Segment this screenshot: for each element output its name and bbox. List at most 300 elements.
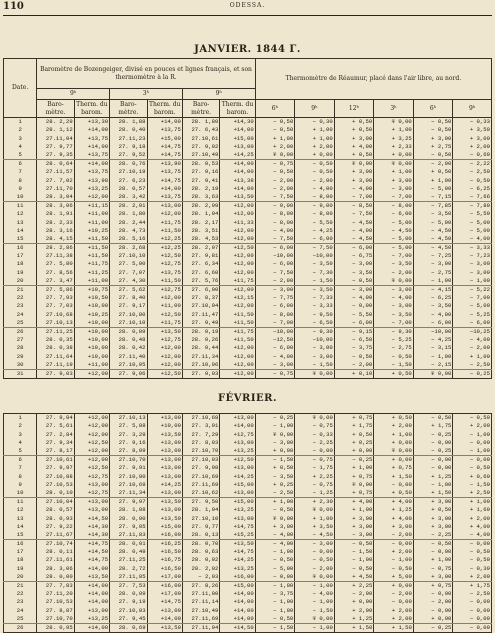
value-cell: − 2,25 [295,439,335,447]
value-cell: +12,00 [220,360,255,369]
value-cell: + 1,25 [413,472,453,480]
table-row [4,344,492,352]
value-cell: 27.10,88 [37,472,74,480]
table-row [4,581,492,590]
table-row [4,193,492,202]
value-cell: +14,00 [220,185,255,193]
value-cell: 27. 7,53 [110,581,147,590]
value-cell: 28. 0,09 [110,590,147,598]
header-thermo-hour: 9ʰ [295,100,335,118]
value-cell: +13,00 [147,414,182,423]
value-cell: − 4,50 [334,218,374,226]
value-cell: +12,00 [220,226,255,234]
value-cell: +12,00 [220,302,255,310]
date-cell: 18 [4,260,37,268]
value-cell: − 7,50 [334,210,374,218]
value-cell: + 1,00 [374,168,414,176]
value-cell: +13,25 [74,185,109,193]
value-cell: +12,75 [74,489,109,498]
value-cell: − 7,15 [413,193,453,202]
value-cell: 27.10,95 [110,360,147,369]
date-cell: 20 [4,573,37,582]
value-cell: +10,00 [74,327,109,336]
value-cell: 28. 2,97 [182,243,219,252]
table-row [4,243,492,252]
date-cell: 10 [4,193,37,202]
value-cell: +13,25 [220,564,255,572]
value-cell: +15,00 [147,522,182,530]
value-cell: +13,50 [220,193,255,202]
date-cell: 21 [4,581,37,590]
value-cell: +11,50 [74,243,109,252]
observations-table-february [3,413,492,633]
value-cell: + 1,00 [334,506,374,514]
value-cell: 27. 7,07 [110,268,147,276]
value-cell: +11,50 [74,235,109,244]
value-cell: 27. 9,34 [37,439,74,447]
value-cell: − 0,00 [413,548,453,556]
date-cell: 18 [4,556,37,564]
value-cell: 27. 2,84 [37,430,74,438]
value-cell: − 4,50 [413,235,453,244]
value-cell: +11,00 [74,360,109,369]
value-cell: 28. 0,42 [110,344,147,352]
value-cell: +11,50 [220,336,255,344]
value-cell: + 0,50 [334,118,374,127]
value-cell: +14,00 [220,590,255,598]
value-cell: 27.10,04 [37,497,74,506]
value-cell: + 3,25 [374,134,414,142]
value-cell: 28. 1,94 [182,210,219,218]
value-cell: +13,50 [147,514,182,522]
header-thermo-hour: 9ʰ [453,100,492,118]
value-cell: − 6,00 [413,319,453,328]
value-cell: − 3,00 [453,260,492,268]
table-row [4,514,492,522]
value-cell: + 1,50 [374,472,414,480]
value-cell: +15,25 [220,531,255,540]
value-cell: +10,50 [74,294,109,302]
value-cell: − 7,00 [374,319,414,328]
value-cell: − 7,85 [413,201,453,210]
value-cell: − 4,00 [453,531,492,540]
value-cell: − 2,00 [374,531,414,540]
value-cell: +14,00 [74,581,109,590]
value-cell: +12,50 [220,455,255,464]
value-cell: − 0,50 [413,151,453,160]
value-cell: +12,00 [74,455,109,464]
value-cell: + 0,00 [374,455,414,464]
value-cell: − 4,50 [413,243,453,252]
value-cell: − 9,30 [374,327,414,336]
value-cell: − 0,00 [295,548,335,556]
value-cell: 28. 0,35 [37,336,74,344]
value-cell: +14,30 [220,118,255,127]
value-cell: +12,50 [74,439,109,447]
value-cell: − 2,00 [413,159,453,168]
value-cell: − 2,00 [374,268,414,276]
value-cell: 28. 3,63 [182,193,219,202]
value-cell: +14,00 [74,623,109,632]
value-cell: − 2,75 [374,344,414,352]
value-cell: + 0,50 [334,151,374,160]
value-cell: +16,25 [147,539,182,548]
value-cell: 28. 1,91 [37,210,74,218]
value-cell: − 3,00 [334,531,374,540]
value-cell: +12,00 [220,201,255,210]
value-cell: − 1,50 [334,548,374,556]
value-cell: − 1,00 [374,556,414,564]
value-cell: + 3,00 [413,497,453,506]
value-cell: +14,75 [147,598,182,606]
value-cell: − 4,00 [413,310,453,318]
value-cell: − 0,50 [413,126,453,134]
value-cell: 27. 9,17 [110,302,147,310]
value-cell: + 2,00 [255,143,295,151]
value-cell: − 0,00 [453,623,492,632]
value-cell: +12,00 [220,352,255,360]
value-cell: ∓ 0,00 [374,159,414,168]
value-cell: − 0,33 [295,430,335,438]
value-cell: + 1,00 [453,352,492,360]
value-cell: − 2,03 [182,573,219,582]
value-cell: +12,00 [147,360,182,369]
value-cell: − 2,22 [453,159,492,168]
value-cell: +12,50 [147,310,182,318]
value-cell: − 0,50 [255,168,295,176]
value-cell: +14,00 [74,159,109,168]
value-cell: − 7,50 [255,193,295,202]
value-cell: +11,75 [220,327,255,336]
value-cell: + 3,00 [334,134,374,142]
value-cell: − 3,50 [413,302,453,310]
value-cell: ∓ 0,00 [374,118,414,127]
value-cell: − 1,00 [453,430,492,438]
value-cell: 28. 2,86 [37,243,74,252]
table-row [4,336,492,344]
header-thermo-hour: 12ʰ [334,100,374,118]
value-cell: − 3,50 [413,210,453,218]
value-cell: 27. 8,09 [110,447,147,456]
table-row [4,539,492,548]
value-cell: +13,50 [74,573,109,582]
value-cell: 27.11,61 [37,556,74,564]
value-cell: − 8,00 [255,310,295,318]
date-cell: 5 [4,151,37,160]
value-cell: 27. 9,06 [110,369,147,378]
value-cell: − 7,25 [413,252,453,260]
date-cell: 8 [4,176,37,184]
header-barometre: Baro- mètre. [182,100,219,118]
value-cell: − 4,50 [334,235,374,244]
value-cell: 28. 0,48 [110,336,147,344]
value-cell: − 9,00 [295,201,335,210]
value-cell: − 0,50 [413,539,453,548]
value-cell: − 9,50 [295,310,335,318]
value-cell: + 1,00 [255,134,295,142]
date-cell: 19 [4,564,37,572]
value-cell: +12,00 [74,422,109,430]
date-cell: 10 [4,489,37,498]
value-cell: + 3,00 [413,573,453,582]
value-cell: − 4,00 [453,235,492,244]
date-cell: 26 [4,623,37,632]
value-cell: − 2,50 [453,360,492,369]
value-cell: − 0,50 [453,176,492,184]
value-cell: +13,75 [147,193,182,202]
value-cell: +11,75 [147,319,182,328]
value-cell: 27. 9,84 [37,414,74,423]
value-cell: 27.10,80 [110,472,147,480]
value-cell: +13,30 [74,118,109,127]
value-cell: − 5,50 [453,210,492,218]
value-cell: − 4,00 [334,226,374,234]
value-cell: 27.11,19 [37,360,74,369]
table-row [4,481,492,489]
value-cell: 28. 5,16 [110,235,147,244]
header-barometre: Baro- mètre. [110,100,147,118]
table-row [4,176,492,184]
value-cell: +14,00 [147,185,182,193]
value-cell: − 1,00 [295,598,335,606]
table-row [4,430,492,438]
value-cell: + 2,50 [453,489,492,498]
value-cell: − 1,00 [453,447,492,456]
value-cell: + 1,00 [453,497,492,506]
value-cell: +11,50 [147,277,182,286]
value-cell: 28. 0,63 [182,548,219,556]
date-cell: 11 [4,497,37,506]
value-cell: − 0,50 [295,159,335,168]
value-cell: + 4,00 [453,522,492,530]
value-cell: + 0,00 [413,615,453,624]
header-thermo-hour: 6ʰ [413,100,453,118]
value-cell: − 5,00 [413,185,453,193]
value-cell: +11,50 [74,252,109,260]
value-cell: 27.11,94 [182,623,219,632]
value-cell: +16,50 [147,548,182,556]
value-cell: + 0,50 [334,126,374,134]
value-cell: + 2,00 [374,606,414,614]
value-cell: − 1,25 [295,489,335,498]
value-cell: +14,00 [74,143,109,151]
date-cell: 5 [4,447,37,456]
value-cell: 28. 0,00 [37,573,74,582]
value-cell: +14,25 [220,556,255,564]
value-cell: +14,75 [220,522,255,530]
value-cell: − 5,25 [374,336,414,344]
value-cell: + 1,25 [334,615,374,624]
value-cell: + 0,50 [374,369,414,378]
value-cell: − 4,00 [295,185,335,193]
value-cell: 27.11,38 [37,252,74,260]
date-cell: 31 [4,369,37,378]
value-cell: +14,00 [74,126,109,134]
value-cell: 28. 0,57 [37,506,74,514]
value-cell: +12,50 [220,243,255,252]
value-cell: − 1,50 [255,455,295,464]
value-cell: − 2,00 [295,176,335,184]
table-row [4,472,492,480]
value-cell: − 7,00 [453,294,492,302]
value-cell: +13,00 [147,472,182,480]
value-cell: − 2,00 [334,360,374,369]
value-cell: +16,50 [147,564,182,572]
value-cell: − 6,00 [255,243,295,252]
value-cell: − 4,00 [255,226,295,234]
value-cell: +15,00 [220,581,255,590]
value-cell: 28. 1,88 [110,118,147,127]
table-row [4,556,492,564]
value-cell: 27. 7,03 [37,302,74,310]
value-cell: − 3,00 [295,344,335,352]
value-cell: 27.11,69 [182,481,219,489]
value-cell: 28. 1,04 [182,506,219,514]
value-cell: 27.10,53 [37,598,74,606]
value-cell: − 1,50 [374,360,414,369]
value-cell: − 6,50 [334,336,374,344]
value-cell: + 1,00 [295,134,335,142]
table-row [4,369,492,378]
value-cell: +13,98 [74,176,109,184]
table-body-february [4,414,492,633]
value-cell: 28. 0,19 [182,327,219,336]
value-cell: − 1,00 [255,606,295,614]
value-cell: − 6,00 [255,260,295,268]
date-cell: 3 [4,134,37,142]
value-cell: 27.10,70 [182,447,219,456]
value-cell: 28. 3,51 [182,226,219,234]
value-cell: − 6,00 [295,235,335,244]
date-cell: 12 [4,210,37,218]
value-cell: 27. 9,97 [37,464,74,472]
value-cell: 27. 5,62 [110,285,147,294]
value-cell: 27.11,23 [110,134,147,142]
value-cell: −10,00 [295,336,335,344]
table-row [4,201,492,210]
value-cell: − 7,66 [453,193,492,202]
table-row [4,159,492,168]
date-cell: 30 [4,360,37,369]
value-cell: 28. 1,80 [182,118,219,127]
table-row [4,564,492,572]
value-cell: + 1,00 [374,126,414,134]
value-cell: +13,00 [147,439,182,447]
value-cell: − 8,00 [295,210,335,218]
value-cell: ∓ 0,00 [255,151,295,160]
value-cell: +14,50 [220,623,255,632]
date-cell: 17 [4,548,37,556]
value-cell: − 4,50 [413,226,453,234]
table-row [4,531,492,540]
table-row [4,489,492,498]
header-therm-barom: Therm. du barom. [148,101,181,116]
value-cell: +14,30 [74,522,109,530]
value-cell: ∓ 0,00 [374,277,414,286]
value-cell: +14,00 [220,168,255,176]
value-cell: 27. 6,60 [182,268,219,276]
value-cell: +11,15 [74,201,109,210]
table-row [4,327,492,336]
value-cell: 28. 2,99 [182,201,219,210]
value-cell: +13,00 [147,464,182,472]
value-cell: +12,75 [147,260,182,268]
date-cell: 16 [4,243,37,252]
value-cell: 28. 0,01 [110,539,147,548]
value-cell: + 1,25 [374,506,414,514]
value-cell: − 0,50 [453,556,492,564]
value-cell: + 0,50 [334,430,374,438]
value-cell: 27.10,70 [37,615,74,624]
header-barometre: Baro- mètre. [37,100,74,118]
value-cell: − 4,15 [413,285,453,294]
table-row [4,268,492,276]
value-cell: 28. 4,15 [37,235,74,244]
value-cell: + 3,00 [413,134,453,142]
value-cell: 27. 7,83 [37,581,74,590]
value-cell: +12,00 [74,414,109,423]
table-row [4,506,492,514]
value-cell: ∓ 0,00 [255,514,295,522]
value-cell: 27. 5,61 [37,422,74,430]
value-cell: +14,00 [74,590,109,598]
table-row [4,134,492,142]
value-cell: 27. 9,98 [182,464,219,472]
value-cell: − 0,50 [453,414,492,423]
value-cell: − 4,25 [413,336,453,344]
value-cell: 27.10,80 [110,310,147,318]
value-cell: +14,75 [74,539,109,548]
value-cell: − 0,60 [453,151,492,160]
value-cell: + 2,25 [295,472,335,480]
value-cell: + 3,00 [374,176,414,184]
value-cell: +12,00 [220,252,255,260]
value-cell: + 4,00 [334,497,374,506]
value-cell: +12,00 [74,447,109,456]
value-cell: +12,25 [147,243,182,252]
value-cell: 28. 0,10 [37,489,74,498]
value-cell: − 6,50 [295,319,335,328]
value-cell: 27.11,85 [110,573,147,582]
table-row [4,497,492,506]
value-cell: 28. 1,80 [110,210,147,218]
value-cell: − 0,50 [334,277,374,286]
value-cell: + 2,00 [374,615,414,624]
value-cell: − 4,50 [295,531,335,540]
value-cell: +11,75 [74,260,109,268]
value-cell: +13,00 [220,414,255,423]
value-cell: − 0,00 [374,598,414,606]
value-cell: − 1,00 [295,623,335,632]
value-cell: +12,00 [74,193,109,202]
value-cell: + 0,00 [295,151,335,160]
value-cell: + 1,75 [413,422,453,430]
value-cell: +11,75 [147,218,182,226]
value-cell: − 1,50 [295,606,335,614]
value-cell: +16,00 [147,531,182,540]
value-cell: − 0,50 [295,168,335,176]
value-cell: 28. 0,93 [37,514,74,522]
table-row [4,126,492,134]
value-cell: +13,50 [147,623,182,632]
value-cell: − 6,75 [334,252,374,260]
value-cell: +13,50 [147,430,182,438]
date-cell: 4 [4,439,37,447]
value-cell: 28. 1,12 [37,126,74,134]
value-cell: − 0,50 [255,506,295,514]
value-cell: − 3,00 [334,260,374,268]
value-cell: 28. 3,42 [110,193,147,202]
